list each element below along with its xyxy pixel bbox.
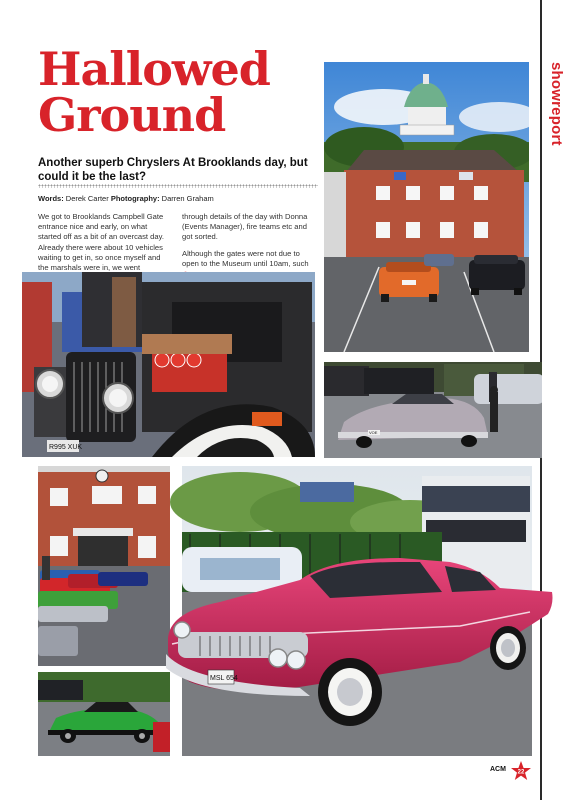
star-icon — [510, 760, 532, 782]
body-column-1 — [38, 212, 171, 279]
photo-buick-main — [160, 462, 554, 762]
body-paragraph: through details of the day with Donna (Events Manager), fire teams etc and got sorted. — [182, 212, 308, 242]
body-paragraph: We got to Brooklands Campbell Gate entrance nice and early, on what started off as a bit of an overcast day. Already there were about 10 vehicles waiting to get in, so once myself and the marshals were in, we went — [38, 212, 164, 273]
article-credits — [38, 194, 323, 203]
magazine-name: ACM — [490, 766, 506, 773]
photo-brooklands-clubhouse — [324, 62, 529, 352]
photo-green-car — [38, 672, 170, 756]
photography-author: Darren Graham — [161, 194, 214, 203]
article-headline — [38, 42, 328, 142]
headline-line-1: Hallowed — [38, 42, 270, 96]
words-author: Derek Carter — [65, 194, 109, 203]
headline-line-2: Ground — [38, 88, 226, 142]
hotrod-number-plate: R995 XUK — [49, 444, 83, 451]
page-number: 22 — [517, 769, 525, 776]
dotted-divider — [38, 184, 318, 188]
words-label: Words: — [38, 194, 64, 203]
section-label: showreport — [548, 62, 565, 146]
photo-riviera — [324, 362, 542, 458]
photo-hot-rod — [22, 272, 315, 457]
photo-brick-building — [38, 466, 170, 666]
article-subhead: Another superb Chryslers At Brooklands day, but could it be the last? — [38, 157, 308, 183]
buick-number-plate: MSL 654 — [210, 675, 238, 682]
body-text: Although the gates were not due to open to the Museum until 10am, such — [182, 248, 309, 268]
photography-label: Photography: — [110, 194, 160, 203]
riviera-number-plate: VOE — [369, 430, 378, 435]
